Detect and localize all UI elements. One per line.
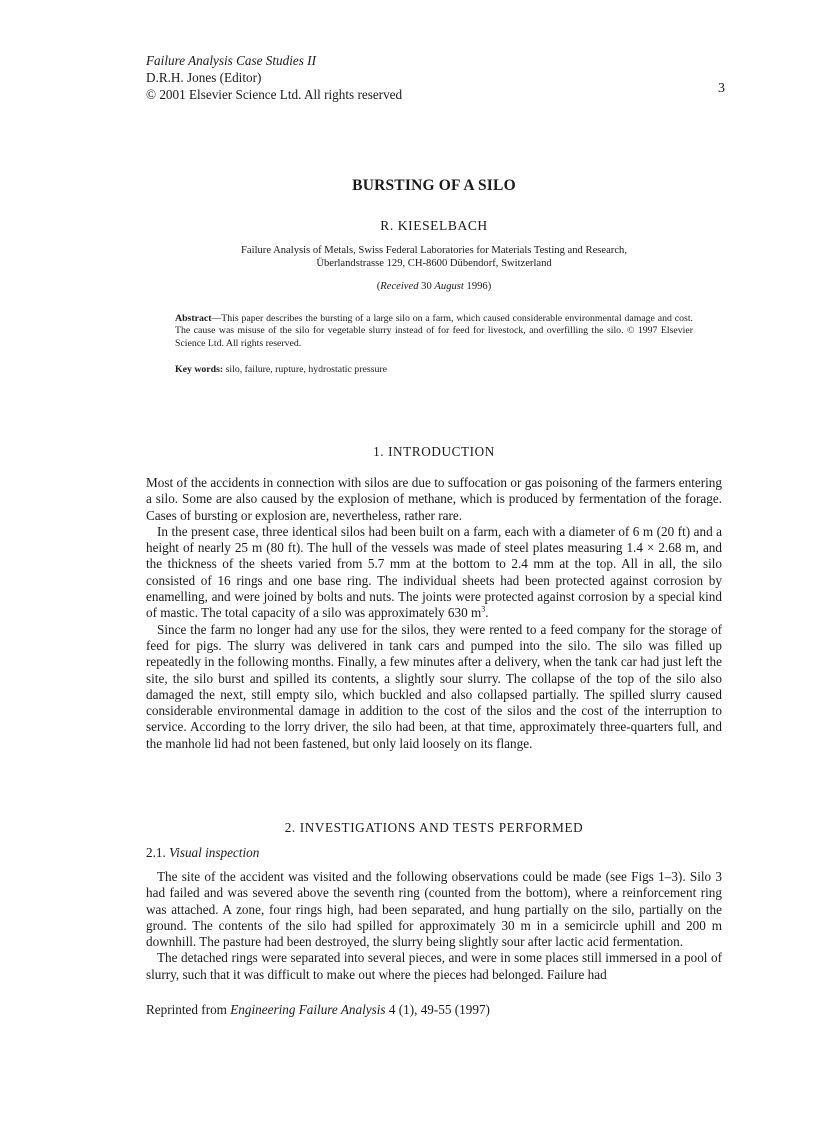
received-date: (Received 30 August 1996)	[376, 281, 492, 292]
reprint-footer	[146, 1002, 490, 1018]
paragraph-text: In the present case, three identical silos had been built on a farm, each with a diameter of 6 m (20 ft) and a height of nearly 25 m (80 ft). The hull of the vessels was made of steel plates measuring 1.4 × 2.68 m, and the thickness of the sheets varied from 5.7 mm at the bottom to 2.4 mm at the top. All in all, the silo consisted of 16 rings and one base ring. The individual sheets had been protected against corrosion by enamelling, and were joined by bolts and nuts. The joints were protected against corrosion by a special kind of mastic. The total capacity of a silo was approximately 630 m	[146, 523, 722, 621]
paragraph: Since the farm no longer had any use for the silos, they were rented to a feed company for the storage of feed for pigs. The slurry was delivered in tank cars and pumped into the silo. The silo was filled up repeatedly in the following months. Finally, a few minutes after a delivery, when the tank car had just left the site, the silo burst and spilled its contents, a slightly sour slurry. The collapse of the top of the silo also damaged the next, still empty silo, which buckled and also collapsed partially. The spilled slurry caused considerable environmental damage in addition to the cost of the silos and the cost of the interruption to service. According to the lorry driver, the silo had been, at that time, approximately three-quarters full, and the manhole lid had not been fastened, but only laid loosely on its flange.	[146, 621, 722, 751]
received-day: 30	[421, 281, 432, 292]
affiliation-line-2: Überlandstrasse 129, CH-8600 Dübendorf, Switzerland	[316, 258, 552, 269]
paper-title: BURSTING OF A SILO	[352, 177, 516, 194]
book-title: Failure Analysis Case Studies II	[146, 53, 316, 68]
abstract-label: Abstract	[175, 313, 212, 324]
footer-citation: 4 (1), 49-55 (1997)	[385, 1002, 490, 1017]
paragraph: Most of the accidents in connection with silos are due to suffocation or gas poisoning of the farmers entering a silo. Some are also caused by the explosion of methane, which is produced by fermentation of the forage. Cases of bursting or explosion are, nevertheless, rather rare.	[146, 475, 722, 523]
subsection-number: 2.1.	[146, 845, 166, 860]
introduction-body	[146, 475, 722, 752]
editor-line: D.R.H. Jones (Editor)	[146, 70, 262, 85]
paragraph-end: .	[485, 605, 489, 621]
abstract	[175, 313, 693, 350]
running-header	[146, 52, 402, 103]
author-name: R. KIESELBACH	[380, 218, 488, 233]
affiliation-line-1: Failure Analysis of Metals, Swiss Federal Laboratories for Materials Testing and Research,	[241, 245, 627, 256]
keywords-text: silo, failure, rupture, hydrostatic pressure	[223, 364, 387, 375]
superscript: 3	[481, 604, 486, 614]
investigations-body	[146, 869, 722, 983]
affiliation	[146, 244, 722, 270]
copyright-line: © 2001 Elsevier Science Ltd. All rights reserved	[146, 87, 403, 102]
received-month: August	[434, 281, 464, 292]
keywords-label: Key words:	[175, 364, 224, 375]
paragraph	[146, 524, 722, 622]
received-year: 1996	[466, 281, 488, 292]
received-label: Received	[380, 281, 419, 292]
journal-name: Engineering Failure Analysis	[230, 1002, 386, 1017]
paragraph: The detached rings were separated into several pieces, and were in some places still immersed in a pool of slurry, such that it was difficult to make out where the pieces had belonged. Failure had	[146, 950, 722, 982]
abstract-text: —This paper describes the bursting of a large silo on a farm, which caused considerable environmental damage and cost. The cause was misuse of the silo for vegetable slurry instead of for feed for livestock, and overfilling the silo. © 1997 Elsevier Science Ltd. All rights reserved.	[175, 313, 693, 349]
paragraph: The site of the accident was visited and the following observations could be made (see Figs 1–3). Silo 3 had failed and was severed above the seventh ring (counted from the bottom), where a reinforcement ring was attached. A zone, four rings high, had been separated, and hung partially on the silo, partially on the ground. The contents of the silo had spilled for approximately 30 m in a semicircle uphill and 200 m downhill. The pasture had been destroyed, the slurry being slightly sour after lactic acid fermentation.	[146, 869, 722, 950]
page-number: 3	[718, 81, 725, 96]
footer-prefix: Reprinted from	[146, 1002, 231, 1017]
subsection-title: Visual inspection	[169, 845, 260, 860]
section-heading-investigations: 2. INVESTIGATIONS AND TESTS PERFORMED	[284, 820, 584, 835]
keywords	[175, 364, 387, 375]
section-heading-introduction: 1. INTRODUCTION	[373, 444, 495, 459]
subsection-heading	[146, 845, 259, 861]
